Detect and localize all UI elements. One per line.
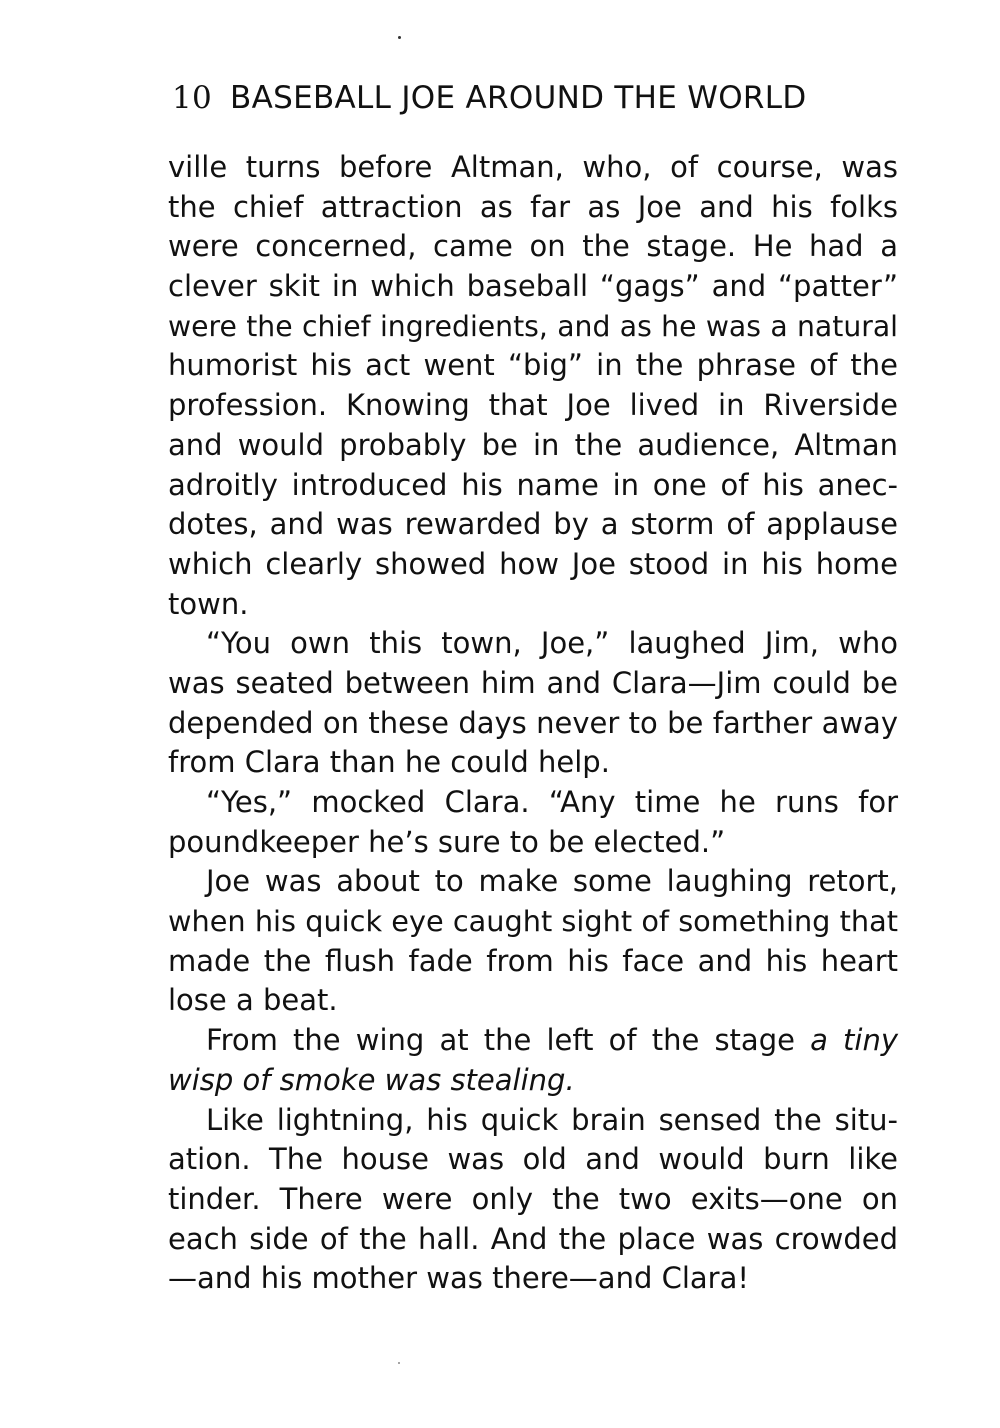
text-line: the chief attraction as far as Joe and his folks (168, 189, 898, 224)
text-line: adroitly introduced his name in one of his anec- (168, 467, 898, 502)
running-header (172, 78, 892, 118)
text-line: Like lightning, his quick brain sensed the situ- (206, 1102, 898, 1137)
body-text (168, 148, 898, 1299)
text-line: when his quick eye caught sight of something that (168, 904, 898, 939)
print-speck (398, 1362, 400, 1364)
text-line: —and his mother was there—and Clara! (168, 1261, 749, 1296)
text-line: poundkeeper he’s sure to be elected.” (168, 824, 726, 859)
text-line: lose a beat. (168, 983, 338, 1018)
text-line: were concerned, came on the stage. He had a (168, 229, 898, 264)
text-line: each side of the hall. And the place was crowded (168, 1221, 898, 1256)
text-line: Joe was about to make some laughing retort, (206, 864, 898, 899)
text-line: profession. Knowing that Joe lived in Riverside (168, 388, 898, 423)
text-line: were the chief ingredients, and as he was a natural (168, 309, 898, 343)
text-line: humorist his act went “big” in the phrase of the (168, 348, 898, 383)
page-number: 10 (172, 80, 213, 116)
text-line: from Clara than he could help. (168, 745, 610, 780)
text-line: ville turns before Altman, who, of course, was (168, 150, 898, 184)
text-line: tinder. There were only the two exits—one on (168, 1181, 898, 1216)
italic-text-line: wisp of smoke was stealing. (168, 1062, 575, 1097)
text-line: depended on these days never to be farther away (168, 705, 898, 740)
text-line: was seated between him and Clara—Jim could be (168, 665, 898, 700)
text-line: and would probably be in the audience, Altman (168, 427, 898, 462)
print-speck (398, 36, 401, 39)
text-line: “Yes,” mocked Clara. “Any time he runs for (206, 785, 898, 819)
text-line: “You own this town, Joe,” laughed Jim, who (206, 626, 898, 661)
text-line: town. (168, 586, 249, 621)
text-line: ation. The house was old and would burn like (168, 1142, 898, 1177)
text-line (168, 1021, 898, 1061)
text-line: clever skit in which baseball “gags” and “patter” (168, 269, 898, 304)
text-line: made the flush fade from his face and his heart (168, 943, 898, 978)
running-title: BASEBALL JOE AROUND THE WORLD (230, 80, 807, 116)
text-line: dotes, and was rewarded by a storm of applause (168, 507, 898, 542)
italic-text: a tiny (810, 1023, 898, 1058)
text-line: which clearly showed how Joe stood in his home (168, 546, 898, 581)
text-segment: From the wing at the left of the stage (206, 1023, 795, 1058)
